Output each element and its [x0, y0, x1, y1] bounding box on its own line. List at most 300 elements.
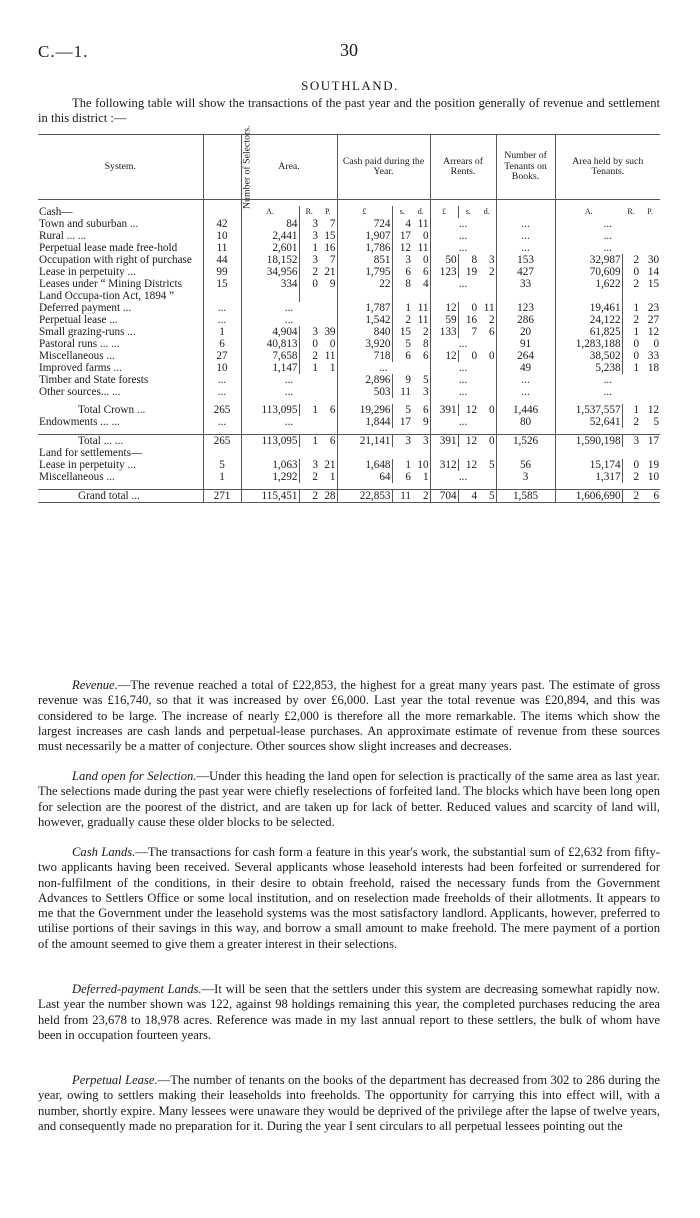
tenants-cell: ... [496, 374, 555, 386]
cash-last: 10 [417, 459, 429, 471]
held-mid: 2 [622, 490, 640, 503]
held-mid: 1 [622, 326, 640, 338]
row-label: Small grazing-runs ... [39, 326, 136, 338]
cash-main: 64 [337, 471, 392, 483]
area-mid: 2 [299, 350, 319, 362]
row-label: Lease in perpetuity ... [39, 266, 136, 278]
held-mid: 1 [622, 302, 640, 314]
unit-label: P. [324, 207, 331, 216]
arrears-main: 133 [430, 326, 458, 338]
selectors-cell: 6 [203, 338, 241, 350]
held-main: 32,987 [555, 254, 622, 266]
row-label: Other sources... ... [39, 386, 121, 398]
held-last: 15 [647, 278, 660, 290]
table-row [38, 404, 660, 416]
table-row [38, 386, 660, 398]
held-main: 24,122 [555, 314, 622, 326]
area-main: 1,063 [241, 459, 299, 471]
tenants-cell: 1,526 [496, 435, 555, 448]
held-main: 1,606,690 [555, 490, 622, 503]
held-last: 14 [647, 266, 660, 278]
held-main: 1,537,557 [555, 404, 622, 416]
area-last: 0 [329, 338, 336, 350]
cash-main: 724 [337, 218, 392, 230]
row-label: Pastoral runs ... ... [39, 338, 120, 350]
area-last: 39 [324, 326, 336, 338]
selectors-cell: 265 [203, 435, 241, 448]
cash-mid: 9 [392, 374, 412, 386]
held-main: 1,590,198 [555, 435, 622, 448]
row-label: Occupation with right of purchase [39, 254, 192, 266]
area-last: 21 [324, 459, 336, 471]
held-last: 10 [647, 471, 660, 483]
selectors-cell: 44 [203, 254, 241, 266]
area-mid: 1 [299, 242, 319, 254]
cash-mid: 2 [392, 314, 412, 326]
area-last: 16 [324, 242, 336, 254]
table-row [38, 230, 660, 242]
cash-last: 6 [422, 350, 429, 362]
tenants-cell: 153 [496, 254, 555, 266]
cash-last: 11 [417, 302, 429, 314]
held: ... [555, 218, 660, 230]
cash-main: 503 [337, 386, 392, 398]
unit-label: R. [627, 207, 635, 216]
land-settlements-heading: Land for settlements— [39, 447, 143, 459]
cash-last: 0 [422, 230, 429, 242]
cash-mid: 8 [392, 278, 412, 302]
area-main: 115,451 [241, 490, 299, 503]
row-label: Leases under “ Mining Districts Land Occupa-tion Act, 1894 ” [39, 278, 182, 302]
selectors-cell: 1 [203, 471, 241, 483]
tenants-cell: ... [496, 218, 555, 230]
area-mid: 2 [299, 471, 319, 483]
held-mid: 0 [622, 266, 640, 278]
cash-last: 2 [412, 490, 430, 503]
table-row [38, 435, 660, 448]
cash-main: 19,296 [337, 404, 392, 416]
cash-main: 1,907 [337, 230, 392, 242]
cash-last: 3 [422, 386, 429, 398]
cash-last: 6 [422, 404, 429, 416]
arrears-mid: 19 [458, 266, 478, 278]
cash-main: 22,853 [337, 490, 392, 503]
held-last: 0 [653, 338, 660, 350]
cash-mid: 6 [392, 266, 412, 278]
cash-last: 4 [422, 278, 429, 290]
unit-label: £ [337, 206, 392, 218]
area: ... [241, 386, 337, 398]
cash-mid: 5 [392, 404, 412, 416]
table-row [38, 326, 660, 338]
selectors-cell: 27 [203, 350, 241, 362]
area-main: 2,601 [241, 242, 299, 254]
unit-label: d. [483, 207, 490, 216]
area-mid: 2 [299, 266, 319, 278]
row-label: Deferred payment ... [39, 302, 132, 314]
col-arrears: Arrears of Rents. [430, 135, 496, 200]
held-mid: 2 [622, 278, 640, 302]
unit-label: s. [458, 206, 478, 218]
tenants-cell: 1,585 [496, 490, 555, 503]
tenants-cell: ... [496, 386, 555, 398]
selectors-cell: 10 [203, 230, 241, 242]
held-last: 5 [653, 416, 660, 428]
arrears-main: 123 [430, 266, 458, 278]
arrears-mid: 7 [458, 326, 478, 338]
held-main: 1,283,188 [555, 338, 622, 350]
arrears-last: 5 [488, 459, 495, 471]
paragraph-deferred: Deferred-payment Lands.—It will be seen that the settlers under this system are decreasing somewhat rapidly now. Last year the number shown was 122, against 98 holdings remaining this year, the completed purchases reducing the area held from 23,678 to 18,978 acres. Reference was made in my last annual report to these settlers, the bulk of whom have been in occupation fourteen years. [38, 982, 660, 1042]
cash-mid: 12 [392, 242, 412, 254]
arrears-main: 59 [430, 314, 458, 326]
area-main: 334 [241, 278, 299, 302]
selectors-cell: 271 [203, 490, 241, 503]
held-mid: 2 [622, 416, 640, 428]
row-label: Total ... ... [38, 435, 203, 448]
arrears-mid: 4 [458, 490, 478, 503]
held-main: 70,609 [555, 266, 622, 278]
area-main: 2,441 [241, 230, 299, 242]
cash-mid: 6 [392, 471, 412, 483]
cash-main: 1,648 [337, 459, 392, 471]
tenants-cell: 123 [496, 302, 555, 314]
arrears: ... [430, 338, 496, 350]
cash-mid: 3 [392, 435, 412, 448]
area: ... [241, 302, 337, 314]
held: ... [555, 386, 660, 398]
held-last: 33 [647, 350, 660, 362]
cash-main: 1,787 [337, 302, 392, 314]
cash-last: 5 [422, 374, 429, 386]
arrears-main: 704 [430, 490, 458, 503]
table-body [38, 200, 660, 503]
table-row [38, 266, 660, 278]
tenants-cell: 264 [496, 350, 555, 362]
area-mid: 3 [299, 230, 319, 242]
row-label: Improved farms ... [39, 362, 122, 374]
table-row [38, 314, 660, 326]
unit-label: £ [430, 206, 458, 218]
cash-main: 2,896 [337, 374, 392, 386]
cash-mid: 3 [392, 254, 412, 266]
table-row [38, 490, 660, 503]
area-last: 1 [329, 362, 336, 374]
land-settlements-heading-row [38, 447, 660, 459]
selectors-cell: 42 [203, 218, 241, 230]
area-mid: 1 [299, 362, 319, 374]
arrears-last: 0 [478, 435, 496, 448]
area-mid: 3 [299, 218, 319, 230]
cash-mid: 5 [392, 338, 412, 350]
document-reference: C.—1. [38, 42, 89, 61]
area-main: 4,904 [241, 326, 299, 338]
area-last: 6 [319, 435, 337, 448]
arrears-last: 6 [488, 326, 495, 338]
row-label: Lease in perpetuity ... [39, 459, 136, 471]
cash-main: 22 [337, 278, 392, 302]
arrears-mid: 12 [458, 435, 478, 448]
arrears-mid: 0 [458, 350, 478, 362]
table-row [38, 242, 660, 254]
col-system: System. [38, 135, 203, 200]
cash-last: 9 [422, 416, 429, 428]
held-last: 12 [647, 404, 660, 416]
area-main: 113,095 [241, 404, 299, 416]
cash-main: 840 [337, 326, 392, 338]
arrears-main: 12 [430, 350, 458, 362]
page-number: 30 [340, 40, 358, 60]
held-mid: 2 [622, 471, 640, 483]
cash-mid: 6 [392, 350, 412, 362]
table-row [38, 350, 660, 362]
held-mid: 1 [622, 404, 640, 416]
arrears-mid: 12 [458, 459, 478, 471]
cash-last: 2 [422, 326, 429, 338]
tenants-cell: 427 [496, 266, 555, 278]
arrears: ... [430, 242, 496, 254]
tenants-cell: 286 [496, 314, 555, 326]
area-last: 21 [324, 266, 336, 278]
arrears: ... [430, 362, 496, 374]
arrears: ... [430, 386, 496, 398]
held-main: 61,825 [555, 326, 622, 338]
table-row [38, 362, 660, 374]
cash-main: 851 [337, 254, 392, 266]
cash-mid: 17 [392, 416, 412, 428]
held-mid: 0 [622, 459, 640, 471]
table-row [38, 338, 660, 350]
held-mid: 0 [622, 338, 640, 350]
cash: ... [337, 362, 430, 374]
arrears-last: 5 [478, 490, 496, 503]
cash-mid: 15 [392, 326, 412, 338]
area-main: 84 [241, 218, 299, 230]
area-mid: 2 [299, 490, 319, 503]
held-last: 12 [647, 326, 660, 338]
area: ... [241, 374, 337, 386]
table-row [38, 278, 660, 302]
held: ... [555, 230, 660, 242]
selectors-cell: ... [203, 386, 241, 398]
area-mid: 3 [299, 459, 319, 471]
cash-mid: 1 [392, 302, 412, 314]
row-label: Perpetual lease ... [39, 314, 118, 326]
held-main: 1,317 [555, 471, 622, 483]
tenants-cell: 1,446 [496, 404, 555, 416]
arrears: ... [430, 218, 496, 230]
area-last: 9 [329, 278, 336, 290]
held-main: 52,641 [555, 416, 622, 428]
arrears-main: 12 [430, 302, 458, 314]
cash-mid: 11 [392, 386, 412, 398]
area-last: 1 [329, 471, 336, 483]
col-tenants: Number of Tenants on Books. [496, 135, 555, 200]
table-row [38, 302, 660, 314]
intro-paragraph: The following table will show the transactions of the past year and the position generally of revenue and settlement in this district :— [38, 96, 660, 125]
unit-label: s. [392, 206, 412, 218]
arrears-last: 0 [488, 350, 495, 362]
arrears-mid: 8 [458, 254, 478, 266]
tenants-cell: 56 [496, 459, 555, 471]
tenants-cell: ... [496, 242, 555, 254]
area-mid: 0 [299, 338, 319, 350]
arrears-mid: 12 [458, 404, 478, 416]
cash-main: 718 [337, 350, 392, 362]
tenants-cell: ... [496, 230, 555, 242]
cash-last: 6 [422, 266, 429, 278]
unit-label: A. [241, 206, 299, 218]
col-selectors: Number of Selectors. [203, 135, 241, 200]
cash-last: 11 [417, 242, 429, 254]
cash-main: 3,920 [337, 338, 392, 350]
held-mid: 2 [622, 254, 640, 266]
selectors-cell: ... [203, 314, 241, 326]
selectors-cell: ... [203, 416, 241, 428]
held-mid: 1 [622, 362, 640, 374]
arrears-main: 391 [430, 404, 458, 416]
selectors-cell: 15 [203, 278, 241, 302]
table-row [38, 254, 660, 266]
page-title: SOUTHLAND. [301, 78, 399, 93]
held-main: 1,622 [555, 278, 622, 302]
area-main: 40,813 [241, 338, 299, 350]
held-last: 23 [647, 302, 660, 314]
row-label: Town and suburban ... [39, 218, 139, 230]
held-mid: 0 [622, 350, 640, 362]
tenants-cell: 80 [496, 416, 555, 428]
cash-main: 21,141 [337, 435, 392, 448]
selectors-cell: 99 [203, 266, 241, 278]
arrears-last: 11 [483, 302, 495, 314]
col-area: Area. [241, 135, 337, 200]
tenants-cell: 49 [496, 362, 555, 374]
cash-last: 0 [422, 254, 429, 266]
area-main: 1,292 [241, 471, 299, 483]
row-label: Miscellaneous ... [39, 471, 115, 483]
selectors-cell: 10 [203, 362, 241, 374]
paragraph-perpetual: Perpetual Lease.—The number of tenants on the books of the department has decreased from 302 to 286 during the year, owing to settlers making their leaseholds into freeholds. The opportunity for carrying this into effect will, with a number, shortly expire. Many lessees were unaware they would be deprived of the privilege after the lapse of twelve years, and consequently made no preparation for it. During the year I sent circulars to all perpetual lessees pointing out the [38, 1073, 661, 1133]
transactions-table [38, 125, 660, 503]
held-mid: 2 [622, 314, 640, 326]
cash-main: 1,786 [337, 242, 392, 254]
held-last: 30 [647, 254, 660, 266]
unit-label: P. [647, 207, 653, 216]
unit-label: R. [299, 206, 319, 218]
area-mid: 1 [299, 435, 319, 448]
held-main: 19,461 [555, 302, 622, 314]
row-label: Timber and State forests [39, 374, 149, 386]
held-last: 19 [647, 459, 660, 471]
held: ... [555, 242, 660, 254]
selectors-cell: 11 [203, 242, 241, 254]
arrears-main: 391 [430, 435, 458, 448]
held-last: 6 [640, 490, 660, 503]
row-label: Grand total ... [38, 490, 203, 503]
area-main: 7,658 [241, 350, 299, 362]
cash-last: 3 [412, 435, 430, 448]
held: ... [555, 374, 660, 386]
cash-mid: 4 [392, 218, 412, 230]
area-last: 6 [329, 404, 336, 416]
area-mid: 0 [299, 278, 319, 302]
table-row [38, 218, 660, 230]
tenants-cell: 3 [496, 471, 555, 483]
area-main: 34,956 [241, 266, 299, 278]
tenants-cell: 20 [496, 326, 555, 338]
cash-mid: 1 [392, 459, 412, 471]
held-last: 27 [647, 314, 660, 326]
arrears: ... [430, 230, 496, 242]
held-last: 18 [647, 362, 660, 374]
cash-mid: 17 [392, 230, 412, 242]
area-mid: 3 [299, 326, 319, 338]
held-main: 15,174 [555, 459, 622, 471]
col-cash: Cash paid during the Year. [337, 135, 430, 200]
area-main: 18,152 [241, 254, 299, 266]
row-label: Total Crown ... [78, 404, 146, 416]
arrears-main: 50 [430, 254, 458, 266]
cash-main: 1,844 [337, 416, 392, 428]
row-label: Perpetual lease made free-hold [39, 242, 178, 254]
arrears: ... [430, 471, 496, 483]
paragraph-cash-lands: Cash Lands.—The transactions for cash form a feature in this year's work, the substantial sum of £2,632 from fifty-two applicants having been received. Several applicants whose leasehold interests had been forfeited or surrendered for non-fulfilment of the conditions, in their desire to obtain freehold, raised the necessary funds from the Government Advances to Settlers Office or some local institution, and on reselection made freeholds of their allotments. It appears to me that the Government under the leasehold systems was the most satisfactory landlord. Applicants, however, preferred to utilise portions of their savings in this way, and borrow a small amount to make freehold. The mere payment of a portion of the amount seemed to give them a greater interest in their selections. [38, 845, 660, 951]
held-main: 5,238 [555, 362, 622, 374]
unit-label: A. [555, 206, 622, 218]
area-last: 11 [324, 350, 336, 362]
area-last: 15 [324, 230, 336, 242]
area: ... [241, 416, 337, 428]
selectors-cell: 265 [203, 404, 241, 416]
selectors-cell: 5 [203, 459, 241, 471]
selectors-cell: ... [203, 374, 241, 386]
arrears-last: 2 [488, 266, 495, 278]
area: ... [241, 314, 337, 326]
table-row [38, 374, 660, 386]
cash-last: 11 [417, 218, 429, 230]
arrears: ... [430, 278, 496, 302]
arrears-last: 2 [488, 314, 495, 326]
area-last: 7 [329, 254, 336, 266]
arrears-last: 0 [488, 404, 495, 416]
held-main: 38,502 [555, 350, 622, 362]
selectors-cell: ... [203, 302, 241, 314]
held-last: 17 [640, 435, 660, 448]
area-last: 7 [329, 218, 336, 230]
cash-last: 11 [417, 314, 429, 326]
held-mid: 3 [622, 435, 640, 448]
row-label: Endowments ... ... [39, 416, 120, 428]
cash-last: 8 [422, 338, 429, 350]
area-main: 1,147 [241, 362, 299, 374]
table-row [38, 459, 660, 471]
arrears-mid: 0 [458, 302, 478, 314]
paragraph-land-open: Land open for Selection.—Under this heading the land open for selection is practically of the same area as last year. The selections made during the past year were chiefly reselections of forfeited land. The blocks which have been long open for selection are the poorest of the district, and are taken up for lack of better. Reduced values and scarcity of land will, however, gradually cause these older blocks to be selected. [38, 769, 661, 829]
tenants-cell: 33 [496, 278, 555, 302]
area-last: 28 [319, 490, 337, 503]
unit-label: d. [417, 207, 424, 216]
row-label: Rural ... ... [39, 230, 87, 242]
paragraph-revenue: Revenue.—The revenue reached a total of £22,853, the highest for a great many years past. The estimate of gross revenue was £16,740, so that it was increased by over £6,000. Last year the total revenue was £20,894, and this was considered to be large. The increase of nearly £2,000 is therefore all the more remarkable. The items which show the largest increases are cash lands and perpetual-lease purchases. An approximate estimate of revenue from these sources must necessarily be a matter of conjecture. Other sources show slight increases and decreases. [38, 678, 660, 754]
area-mid: 3 [299, 254, 319, 266]
area-main: 113,095 [241, 435, 299, 448]
cash-main: 1,795 [337, 266, 392, 278]
selectors-cell: 1 [203, 326, 241, 338]
cash-heading: Cash— [39, 206, 73, 218]
table-row [38, 416, 660, 428]
col-held: Area held by such Tenants. [555, 135, 660, 200]
arrears-last: 3 [488, 254, 495, 266]
